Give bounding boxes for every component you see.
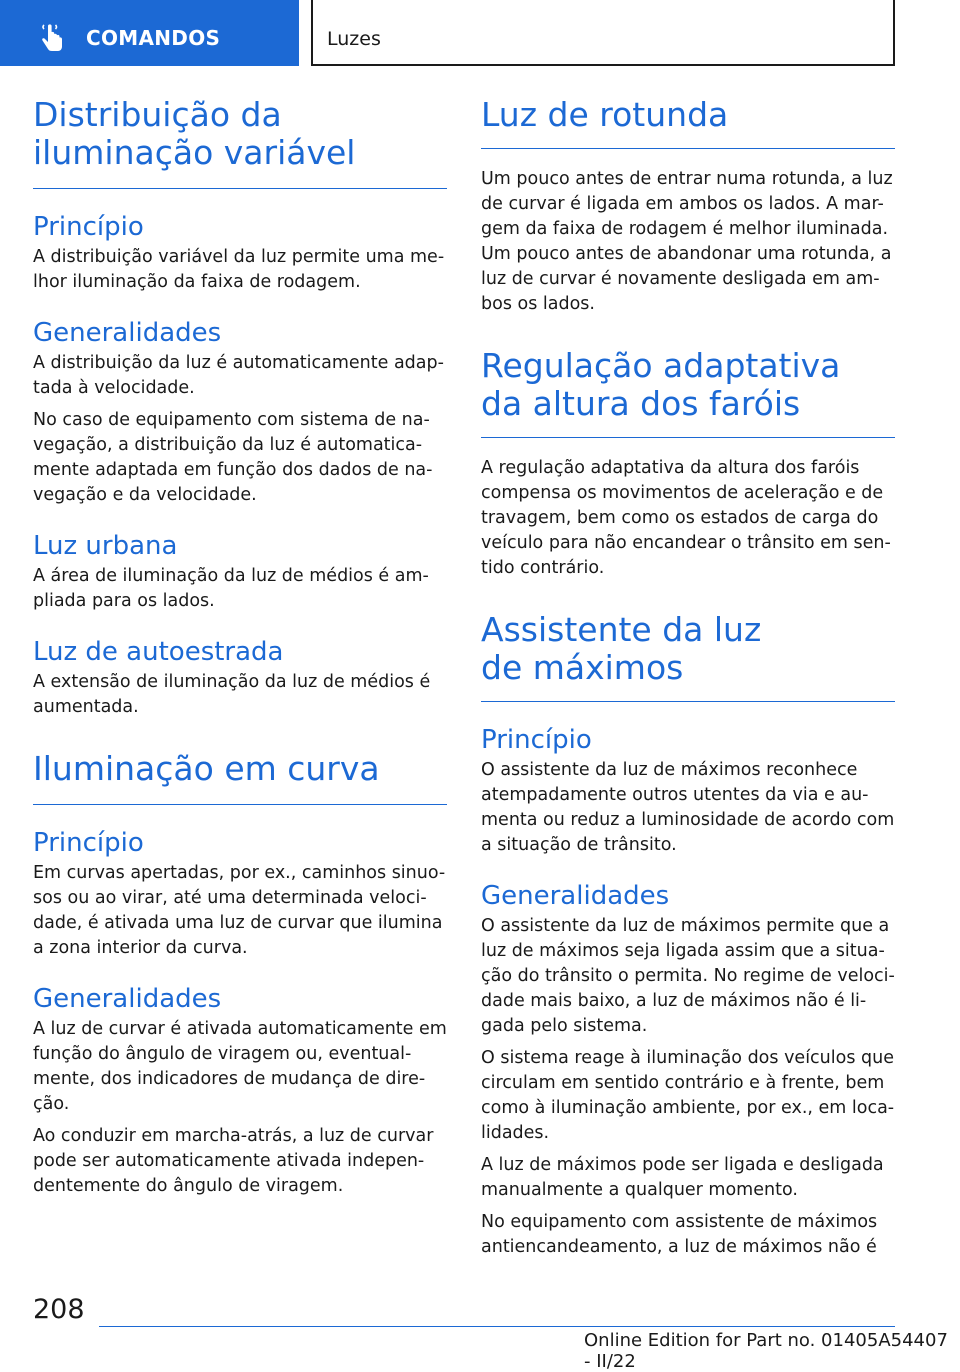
heading-distribuicao: Distribuição da iluminação variável: [33, 95, 356, 172]
heading-regulacao: Regulação adaptativa da altura dos faróis: [481, 346, 841, 423]
paragraph: A regulação adaptativa da altura dos faróis compensa os movimentos de aceleração e de travagem, bem como os estados de carga do veículo para não encandear o trânsito em sen-tido contrário.: [481, 458, 891, 578]
left-column: [33, 96, 447, 1199]
subheading-luz-urbana: Luz urbana: [33, 531, 178, 561]
paragraph: A distribuição da luz é automaticamente adap-tada à velocidade.: [33, 353, 444, 398]
paragraph: O sistema reage à iluminação dos veículos que circulam em sentido contrário e à frente, bem como à iluminação ambiente, por ex., em loca-lidades.: [481, 1048, 895, 1143]
hand-pointer-icon: [34, 22, 68, 56]
heading-rule: [33, 804, 447, 805]
paragraph: Em curvas apertadas, por ex., caminhos sinuo-sos ou ao virar, até uma determinada veloci-dade, é ativada uma luz de curvar que ilumina a zona interior da curva.: [33, 863, 446, 958]
paragraph: O assistente da luz de máximos reconhece atempadamente outros utentes da via e au-menta ou reduz a luminosidade de acordo com a situação de trânsito.: [481, 760, 895, 855]
heading-rule: [481, 701, 895, 702]
heading-assistente: Assistente da luz de máximos: [481, 610, 762, 687]
chapter-box: [311, 0, 895, 66]
paragraph: O assistente da luz de máximos permite que a luz de máximos seja ligada assim que a situa-ção do trânsito o permita. No regime de veloci-dade mais baixo, a luz de máximos não é li-gada pelo sistema.: [481, 916, 895, 1036]
right-column: [481, 96, 895, 1260]
heading-rule: [481, 148, 895, 149]
subheading-generalidades: Generalidades: [33, 984, 222, 1014]
subheading-generalidades: Generalidades: [481, 881, 670, 911]
edition-note: Online Edition for Part no. 01405A54407 - II/22: [584, 1330, 948, 1372]
section-title: COMANDOS: [86, 26, 221, 50]
paragraph: A luz de curvar é ativada automaticamente em função do ângulo de viragem ou, eventual-mente, dos indicadores de mudança de dire-ção.: [33, 1019, 447, 1114]
subheading-principio: Princípio: [481, 725, 592, 755]
paragraph: A luz de máximos pode ser ligada e desligada manualmente a qualquer momento.: [481, 1155, 884, 1200]
subheading-luz-autoestrada: Luz de autoestrada: [33, 637, 284, 667]
paragraph: No equipamento com assistente de máximos antiencandeamento, a luz de máximos não é: [481, 1212, 878, 1257]
footer-rule: [99, 1326, 895, 1327]
paragraph: Ao conduzir em marcha-atrás, a luz de curvar pode ser automaticamente ativada indepen-dentemente do ângulo de viragem.: [33, 1126, 434, 1196]
paragraph: A área de iluminação da luz de médios é am-pliada para os lados.: [33, 566, 429, 611]
subheading-principio: Princípio: [33, 828, 144, 858]
heading-rule: [33, 188, 447, 189]
paragraph: A extensão de iluminação da luz de médios é aumentada.: [33, 672, 431, 717]
section-tab: [0, 0, 299, 66]
paragraph: Um pouco antes de entrar numa rotunda, a luz de curvar é ligada em ambos os lados. A mar-gem da faixa de rodagem é melhor iluminada. Um pouco antes de abandonar uma rotunda, a luz de curvar é novamente desligada em am-bos os lados.: [481, 169, 893, 314]
subheading-principio: Princípio: [33, 212, 144, 242]
page-number: 208: [33, 1294, 85, 1325]
subheading-generalidades: Generalidades: [33, 318, 222, 348]
paragraph: No caso de equipamento com sistema de na-vegação, a distribuição da luz é automatica-mente adaptada em função dos dados de na-vegação e da velocidade.: [33, 410, 433, 505]
chapter-title: Luzes: [327, 28, 381, 50]
paragraph: A distribuição variável da luz permite uma me-lhor iluminação da faixa de rodagem.: [33, 247, 445, 292]
heading-iluminacao-curva: Iluminação em curva: [33, 749, 380, 788]
heading-rule: [481, 437, 895, 438]
heading-luz-rotunda: Luz de rotunda: [481, 95, 729, 134]
